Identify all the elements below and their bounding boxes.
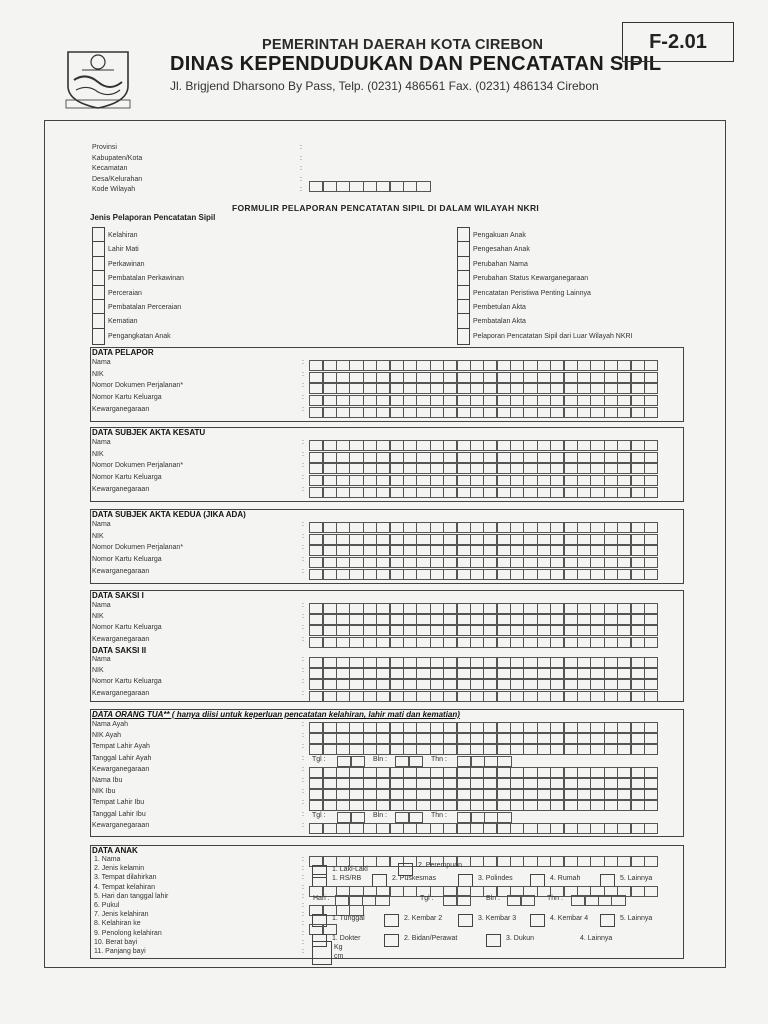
report-type-label: Kematian bbox=[108, 318, 138, 326]
colon: : bbox=[302, 929, 304, 937]
region-label: Desa/Kelurahan bbox=[92, 175, 143, 183]
date-month-input[interactable] bbox=[508, 895, 535, 906]
anak-field-label: 5. Hari dan tanggal lahir bbox=[94, 892, 169, 900]
subjek2-section-title: DATA SUBJEK AKTA KEDUA (JIKA ADA) bbox=[92, 510, 246, 519]
field-label: Kewarganegaraan bbox=[92, 765, 150, 773]
birth-type-option: 5. Lainnya bbox=[620, 915, 653, 923]
anak-field-label: 1. Nama bbox=[94, 856, 121, 863]
birth-type-option: 1. Tunggal bbox=[332, 915, 365, 923]
colon: : bbox=[302, 382, 304, 390]
field-input-boxes[interactable] bbox=[310, 679, 658, 690]
helper-option: 2. Bidan/Perawat bbox=[404, 934, 458, 942]
date-month-label: Bln : bbox=[373, 811, 388, 819]
colon: : bbox=[302, 556, 304, 564]
field-label: Nomor Kartu Keluarga bbox=[92, 556, 162, 564]
field-label: NIK Ibu bbox=[92, 788, 116, 796]
field-label: Nama bbox=[92, 521, 111, 528]
agency-title: DINAS KEPENDUDUKAN DAN PENCATATAN SIPIL bbox=[170, 53, 662, 75]
checkbox-divider bbox=[92, 313, 105, 314]
field-label: Kewarganegaraan bbox=[92, 485, 150, 493]
colon: : bbox=[302, 370, 304, 378]
field-label: Tanggal Lahir Ibu bbox=[92, 810, 146, 818]
date-year-label: Thn : bbox=[547, 894, 563, 902]
checkbox-divider bbox=[92, 241, 105, 242]
field-input-boxes[interactable] bbox=[310, 440, 658, 451]
colon: : bbox=[302, 856, 304, 863]
field-input-boxes[interactable] bbox=[310, 534, 658, 545]
region-label: Kecamatan bbox=[92, 165, 128, 172]
checkbox-divider bbox=[457, 241, 470, 242]
date-year-input[interactable] bbox=[458, 756, 512, 767]
form-title: FORMULIR PELAPORAN PENCATATAN SIPIL DI DALAM WILAYAH NKRI bbox=[232, 203, 540, 213]
checkbox-divider bbox=[457, 328, 470, 329]
checkbox-divider bbox=[92, 299, 105, 300]
colon: : bbox=[302, 567, 304, 575]
colon: : bbox=[300, 154, 302, 162]
government-title: PEMERINTAH DAERAH KOTA CIREBON bbox=[262, 37, 544, 53]
helper-checkbox[interactable] bbox=[384, 934, 399, 947]
colon: : bbox=[300, 186, 302, 193]
gender-checkbox[interactable] bbox=[398, 863, 413, 876]
checkbox-divider bbox=[457, 313, 470, 314]
length-unit: cm bbox=[334, 953, 344, 960]
field-input-boxes[interactable] bbox=[310, 487, 658, 498]
colon: : bbox=[302, 462, 304, 470]
anak-field-label: 11. Panjang bayi bbox=[94, 948, 146, 955]
field-input-boxes[interactable] bbox=[310, 569, 658, 580]
birth-type-option: 2. Kembar 2 bbox=[404, 915, 443, 923]
helper-option: 4. Lainnya bbox=[580, 934, 613, 942]
colon: : bbox=[302, 405, 304, 413]
field-input-boxes[interactable] bbox=[310, 668, 658, 679]
colon: : bbox=[302, 883, 304, 891]
colon: : bbox=[302, 656, 304, 663]
report-type-label: Pelaporan Pencatatan Sipil dari Luar Wilayah NKRI bbox=[473, 332, 633, 340]
field-input-boxes[interactable] bbox=[310, 767, 658, 778]
field-label: NIK Ayah bbox=[92, 732, 122, 740]
field-label: Nomor Dokumen Perjalanan* bbox=[92, 382, 184, 390]
field-label: NIK bbox=[92, 532, 104, 540]
colon: : bbox=[302, 624, 304, 632]
date-day-label: Tgl : bbox=[420, 894, 434, 902]
field-input-boxes[interactable] bbox=[310, 557, 658, 568]
field-label: Tanggal Lahir Ayah bbox=[92, 754, 152, 762]
place-option: 2. Puskesmas bbox=[392, 875, 436, 883]
field-input-boxes[interactable] bbox=[310, 360, 658, 371]
birth-type-checkbox[interactable] bbox=[600, 914, 615, 927]
anak-field-label: 8. Kelahiran ke bbox=[94, 920, 141, 928]
report-type-label: Pembatalan Perkawinan bbox=[108, 275, 184, 283]
colon: : bbox=[302, 678, 304, 686]
region-code-input[interactable] bbox=[310, 181, 431, 192]
field-input-boxes[interactable] bbox=[310, 407, 658, 418]
date-year-input[interactable] bbox=[458, 812, 512, 823]
checkbox-divider bbox=[92, 256, 105, 257]
checkbox-divider bbox=[457, 299, 470, 300]
saksi1-section-title: DATA SAKSI I bbox=[92, 591, 144, 600]
field-label: Nama bbox=[92, 359, 111, 366]
field-label: Tempat Lahir Ibu bbox=[92, 799, 145, 807]
field-input-boxes[interactable] bbox=[310, 603, 658, 614]
colon: : bbox=[302, 743, 304, 751]
checkbox-divider bbox=[92, 328, 105, 329]
report-type-label: Pengangkatan Anak bbox=[108, 332, 171, 340]
date-month-label: Bln : bbox=[373, 755, 388, 763]
field-input-boxes[interactable] bbox=[310, 475, 658, 486]
colon: : bbox=[302, 821, 304, 829]
date-year-input[interactable] bbox=[572, 895, 626, 906]
colon: : bbox=[302, 359, 304, 366]
colon: : bbox=[302, 732, 304, 740]
field-input-boxes[interactable] bbox=[310, 383, 658, 394]
anak-field-label: 7. Jenis kelahiran bbox=[94, 911, 149, 919]
field-label: Kewarganegaraan bbox=[92, 635, 150, 643]
date-month-input[interactable] bbox=[396, 756, 423, 767]
field-input-boxes[interactable] bbox=[310, 372, 658, 383]
field-input-boxes[interactable] bbox=[310, 614, 658, 625]
gender-option: 1. Laki-Laki bbox=[332, 866, 368, 874]
date-day-label: Tgl : bbox=[312, 755, 326, 763]
colon: : bbox=[302, 544, 304, 552]
anak-field-label: 9. Penolong kelahiran bbox=[94, 929, 162, 937]
colon: : bbox=[302, 938, 304, 946]
anak-field-label: 3. Tempat dilahirkan bbox=[94, 874, 157, 882]
birth-type-checkbox[interactable] bbox=[458, 914, 473, 927]
colon: : bbox=[302, 394, 304, 402]
region-label: Provinsi bbox=[92, 144, 117, 151]
date-year-label: Thn : bbox=[431, 811, 447, 819]
colon: : bbox=[302, 788, 304, 796]
colon: : bbox=[302, 521, 304, 528]
date-day-label: Tgl : bbox=[312, 811, 326, 819]
anak-field-label: 2. Jenis kelamin bbox=[94, 865, 145, 873]
colon: : bbox=[302, 689, 304, 697]
date-day-input[interactable] bbox=[338, 812, 365, 823]
field-label: NIK bbox=[92, 667, 104, 675]
report-type-label: Pembatalan Perceraian bbox=[108, 304, 182, 311]
colon: : bbox=[302, 613, 304, 621]
day-label: Hari : bbox=[313, 894, 330, 902]
birth-type-checkbox[interactable] bbox=[530, 914, 545, 927]
field-label: Nama bbox=[92, 602, 111, 609]
field-input-boxes[interactable] bbox=[310, 778, 658, 789]
anak-field-label: 6. Pukul bbox=[94, 902, 120, 909]
field-label: Nama bbox=[92, 439, 111, 446]
field-input-boxes[interactable] bbox=[310, 625, 658, 636]
field-input-boxes[interactable] bbox=[310, 637, 658, 648]
field-label: Nomor Kartu Keluarga bbox=[92, 474, 162, 482]
colon: : bbox=[302, 799, 304, 807]
field-label: Nomor Kartu Keluarga bbox=[92, 678, 162, 686]
report-type-label: Perceraian bbox=[108, 289, 142, 297]
colon: : bbox=[302, 450, 304, 458]
colon: : bbox=[302, 865, 304, 873]
colon: : bbox=[302, 667, 304, 675]
ortu-section-title: DATA ORANG TUA** ( hanya diisi untuk keperluan pencatatan kelahiran, lahir mati dan kematian) bbox=[92, 710, 460, 719]
colon: : bbox=[302, 948, 304, 955]
helper-option: 1. Dokter bbox=[332, 934, 361, 942]
field-label: Kewarganegaraan bbox=[92, 821, 150, 829]
place-option: 1. RS/RB bbox=[332, 875, 362, 883]
field-input-boxes[interactable] bbox=[310, 722, 658, 733]
colon: : bbox=[302, 810, 304, 818]
birth-type-checkbox[interactable] bbox=[384, 914, 399, 927]
colon: : bbox=[302, 892, 304, 900]
field-label: Nomor Kartu Keluarga bbox=[92, 624, 162, 632]
field-label: Nama Ayah bbox=[92, 721, 129, 728]
region-label: Kabupaten/Kota bbox=[92, 154, 143, 162]
colon: : bbox=[302, 874, 304, 882]
colon: : bbox=[302, 635, 304, 643]
weight-unit: Kg bbox=[334, 943, 343, 951]
helper-checkbox[interactable] bbox=[486, 934, 501, 947]
colon: : bbox=[302, 439, 304, 446]
colon: : bbox=[302, 602, 304, 609]
field-label: NIK bbox=[92, 613, 104, 621]
city-emblem-icon bbox=[60, 38, 136, 110]
report-type-label: Pembatalan Akta bbox=[473, 318, 526, 326]
report-type-label: Lahir Mati bbox=[108, 246, 139, 254]
colon: : bbox=[302, 532, 304, 540]
field-input-boxes[interactable] bbox=[310, 657, 658, 668]
region-label: Kode Wilayah bbox=[92, 186, 136, 193]
subjek1-section-title: DATA SUBJEK AKTA KESATU bbox=[92, 428, 206, 437]
report-type-label: Perkawinan bbox=[108, 260, 145, 268]
birth-type-option: 3. Kembar 3 bbox=[478, 915, 517, 923]
colon: : bbox=[302, 474, 304, 482]
colon: : bbox=[300, 165, 302, 172]
field-input-boxes[interactable] bbox=[310, 395, 658, 406]
place-option: 5. Lainnya bbox=[620, 875, 653, 883]
field-input-boxes[interactable] bbox=[310, 733, 658, 744]
report-type-label: Pencatatan Peristiwa Penting Lainnya bbox=[473, 289, 591, 297]
saksi2-section-title: DATA SAKSI II bbox=[92, 646, 147, 655]
report-type-label: Pengakuan Anak bbox=[473, 232, 526, 239]
checkbox-divider bbox=[457, 256, 470, 257]
field-input-boxes[interactable] bbox=[310, 691, 658, 702]
colon: : bbox=[302, 721, 304, 728]
field-label: Tempat Lahir Ayah bbox=[92, 743, 150, 751]
date-month-input[interactable] bbox=[396, 812, 423, 823]
checkbox-divider bbox=[457, 285, 470, 286]
pelapor-section-title: DATA PELAPOR bbox=[92, 348, 154, 357]
checkbox-divider bbox=[457, 270, 470, 271]
colon: : bbox=[302, 485, 304, 493]
anak-field-label: 4. Tempat kelahiran bbox=[94, 883, 155, 891]
report-type-label: Jenis Pelaporan Pencatatan Sipil bbox=[90, 213, 216, 222]
place-option: 4. Rumah bbox=[550, 875, 581, 883]
birth-type-option: 4. Kembar 4 bbox=[550, 915, 589, 923]
colon: : bbox=[302, 777, 304, 784]
date-day-input[interactable] bbox=[444, 895, 471, 906]
report-type-label: Pembetulan Akta bbox=[473, 304, 526, 311]
weight-length-input[interactable] bbox=[312, 941, 332, 965]
colon: : bbox=[302, 920, 304, 928]
field-input-boxes[interactable] bbox=[310, 522, 658, 533]
form-code-box: F-2.01 bbox=[622, 22, 734, 62]
field-input-boxes[interactable] bbox=[310, 463, 658, 474]
helper-option: 3. Dukun bbox=[506, 934, 535, 942]
checkbox-divider bbox=[92, 285, 105, 286]
field-input-boxes[interactable] bbox=[310, 800, 658, 811]
report-type-label: Perubahan Status Kewarganegaraan bbox=[473, 275, 589, 283]
field-input-boxes[interactable] bbox=[310, 744, 658, 755]
field-input-boxes[interactable] bbox=[310, 545, 658, 556]
field-input-boxes[interactable] bbox=[310, 823, 658, 834]
field-label: Nama Ibu bbox=[92, 777, 123, 784]
colon: : bbox=[302, 765, 304, 773]
field-label: NIK bbox=[92, 370, 104, 378]
date-year-label: Thn : bbox=[431, 755, 447, 763]
field-label: Nomor Kartu Keluarga bbox=[92, 394, 162, 402]
anak-section-title: DATA ANAK bbox=[92, 846, 138, 855]
field-label: Kewarganegaraan bbox=[92, 567, 150, 575]
field-label: Kewarganegaraan bbox=[92, 689, 150, 697]
field-label: Nomor Dokumen Perjalanan* bbox=[92, 544, 184, 552]
report-type-label: Pengesahan Anak bbox=[473, 246, 530, 254]
colon: : bbox=[302, 911, 304, 919]
report-type-label: Kelahiran bbox=[108, 232, 138, 239]
date-day-input[interactable] bbox=[338, 756, 365, 767]
colon: : bbox=[300, 144, 302, 151]
field-input-boxes[interactable] bbox=[310, 452, 658, 463]
checkbox-divider bbox=[92, 270, 105, 271]
agency-address: Jl. Brigjend Dharsono By Pass, Telp. (0231) 486561 Fax. (0231) 486134 Cirebon bbox=[170, 79, 599, 93]
colon: : bbox=[300, 175, 302, 183]
field-label: Nama bbox=[92, 656, 111, 663]
field-input-boxes[interactable] bbox=[310, 789, 658, 800]
field-label: Nomor Dokumen Perjalanan* bbox=[92, 462, 184, 470]
date-month-label: Bln : bbox=[486, 894, 501, 902]
anak-field-label: 10. Berat bayi bbox=[94, 938, 138, 946]
field-label: NIK bbox=[92, 450, 104, 458]
field-label: Kewarganegaraan bbox=[92, 405, 150, 413]
colon: : bbox=[302, 754, 304, 762]
place-option: 3. Polindes bbox=[478, 875, 513, 883]
report-type-label: Perubahan Nama bbox=[473, 260, 528, 268]
gender-option: 2. Perempuan bbox=[418, 862, 462, 870]
colon: : bbox=[302, 902, 304, 909]
